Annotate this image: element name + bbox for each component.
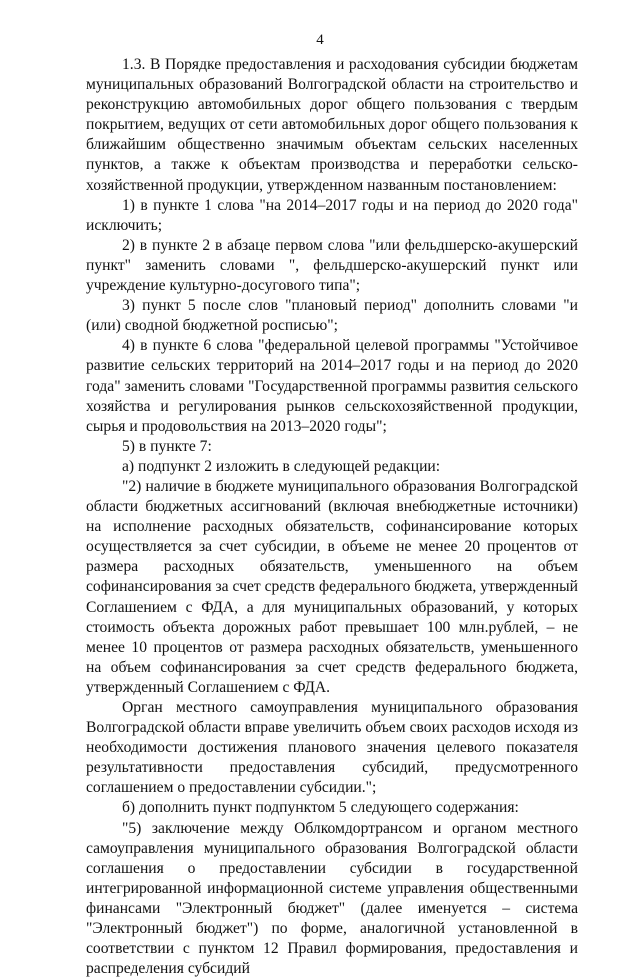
document-body bbox=[86, 55, 578, 979]
paragraph-item-3: 3) пункт 5 после слов "плановый период" дополнить словами "и (или) сводной бюджетной росписью"; bbox=[86, 297, 578, 335]
paragraph-subitem-b: б) дополнить пункт подпунктом 5 следующего содержания: bbox=[122, 799, 519, 817]
paragraph-subitem-5-text: "5) заключение между Облкомдортрансом и органом местного самоуправления муниципального образования Волгоградской области соглашения о предоставлении субсидии в государственной интегрированной информационной системе управления общественными финансами "Электронный бюджет" (далее именуется – система "Электронный бюджет") по форме, аналогичной установленной в соответствии с пунктом 12 Правил формирования, предоставления и распределения субсидий bbox=[86, 819, 578, 978]
paragraph-item-2: 2) в пункте 2 в абзаце первом слова "или фельдшерско-акушерский пункт" заменить словами ", фельдшерско-акушерский пункт или учреждение культурно-досугового типа"; bbox=[86, 236, 578, 295]
paragraph-subitem-2-text: "2) наличие в бюджете муниципального образования Волгоградской области бюджетных ассигнований (включая внебюджетные источники) на исполнение расходных обязательств, софинансирование которых осуществляется за счет субсидии, в объеме не менее 20 процентов от размера расходных обязательств, уменьшенного на объем софинансирования за счет средств федерального бюджета, утвержденный Соглашением с ФДА, а для муниципальных образований, у которых стоимость объекта дорожных работ превышает 100 млн.рублей, – не менее 10 процентов от размера расходных обязательств, уменьшенного на объем софинансирования за счет средств федерального бюджета, утвержденный Соглашением с ФДА. bbox=[86, 477, 578, 696]
paragraph-1-3-intro: 1.3. В Порядке предоставления и расходования субсидии бюджетам муниципальных образований Волгоградской области на строительство и реконструкцию автомобильных дорог общего пользования с твердым покрытием, ведущих от сети автомобильных дорог общего пользования к ближайшим общественно значимым объектам сельских населенных пунктов, а также к объектам производства и переработки сельско-хозяйственной продукции, утвержденном названным постановлением: bbox=[86, 56, 578, 194]
page-number: 4 bbox=[316, 32, 324, 48]
paragraph-item-1: 1) в пункте 1 слова "на 2014–2017 годы и на период до 2020 года" исключить; bbox=[86, 196, 578, 234]
paragraph-item-5: 5) в пункте 7: bbox=[122, 437, 212, 455]
paragraph-item-4: 4) в пункте 6 слова "федеральной целевой программы "Устойчивое развитие сельских территорий на 2014–2017 годы и на период до 2020 года" заменить словами "Государственной программы развития сельского хозяйства и регулирования рынков сельскохозяйственной продукции, сырья и продовольствия на 2013–2020 годы"; bbox=[86, 337, 578, 435]
paragraph-subitem-a: а) подпункт 2 изложить в следующей редакции: bbox=[122, 457, 441, 475]
paragraph-local-authority: Орган местного самоуправления муниципального образования Волгоградской области вправе увеличить объем своих расходов исходя из необходимости достижения планового значения целевого показателя результативности предоставления субсидий, предусмотренного соглашением о предоставлении субсидии."; bbox=[86, 699, 578, 797]
